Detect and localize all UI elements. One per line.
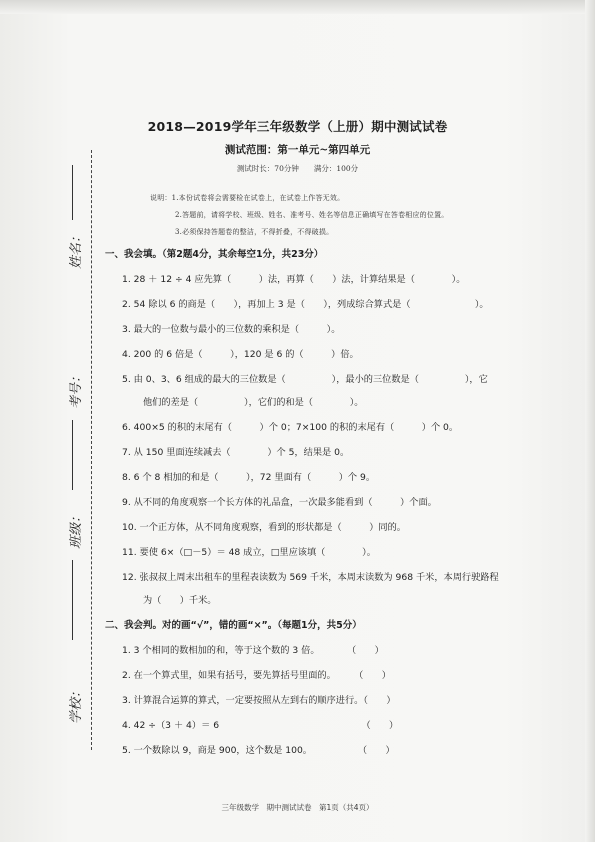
binding-dashed-line — [91, 150, 92, 750]
judge-question-3: 3. 计算混合运算的算式，一定要按照从左到右的顺序进行。（ ） — [122, 695, 396, 706]
fill-question-5: 5. 由 0、3、6 组成的最大的三位数是（ ），最小的三位数是（ ），它 — [122, 374, 488, 385]
fill-question-11: 11. 要使 6×（□－5）＝ 48 成立，□里应该填（ ）。 — [122, 547, 376, 558]
judge-question-5: 5. 一个数除以 9，商是 900，这个数是 100。 （ ） — [122, 745, 395, 756]
class-blank-line — [72, 560, 73, 640]
side-label-name: 姓名： — [69, 229, 85, 270]
side-label-number: 考号： — [69, 369, 85, 410]
note-1: 说明：1.本份试卷将会需要检在试卷上，在试卷上作答无效。 — [150, 194, 345, 202]
judge-question-4: 4. 42 ÷（3 ＋ 4）＝ 6 （ ） — [122, 720, 399, 731]
scan-edge-top — [0, 0, 595, 14]
fill-question-12-cont: 为（ ）千米。 — [143, 595, 217, 606]
number-blank-line — [72, 420, 73, 490]
fill-question-1: 1. 28 ＋ 12 ÷ 4 应先算（ ）法，再算（ ）法，计算结果是（ ）。 — [122, 274, 466, 285]
fill-question-8: 8. 6 个 8 相加的和是（ ），72 里面有（ ）个 9。 — [122, 472, 376, 483]
judge-question-1: 1. 3 个相同的数相加的和，等于这个数的 3 倍。 （ ） — [122, 645, 384, 656]
note-3: 3.必须保持答题卷的整洁，不得折叠，不得破损。 — [175, 228, 334, 236]
side-label-school: 学校： — [69, 684, 85, 725]
page-footer: 三年级数学 期中测试试卷 第1页（共4页） — [221, 803, 374, 812]
exam-time-info: 测试时长：70分钟 满分：100分 — [236, 164, 359, 173]
fill-question-7: 7. 从 150 里面连续减去（ ）个 5，结果是 0。 — [122, 447, 350, 458]
side-label-class: 班级： — [69, 509, 85, 550]
fill-question-10: 10. 一个正方体，从不同角度观察，看到的形状都是（ ）同的。 — [122, 522, 406, 533]
fill-question-5-cont: 他们的差是（ ），它们的和是（ ）。 — [143, 397, 364, 408]
exam-scope: 测试范围：第一单元~第四单元 — [224, 144, 371, 156]
fill-question-9: 9. 从不同的角度观察一个长方体的礼品盒，一次最多能看到（ ）个面。 — [122, 497, 437, 508]
fill-question-2: 2. 54 除以 6 的商是（ ），再加上 3 是（ ），列成综合算式是（ ）。 — [122, 299, 489, 310]
fill-question-6: 6. 400×5 的积的末尾有（ ）个 0；7×100 的积的末尾有（ ）个 0。 — [122, 422, 459, 433]
fill-question-4: 4. 200 的 6 倍是（ ），120 是 6 的（ ）倍。 — [122, 349, 359, 360]
section-fill-heading: 一、我会填。（第2题4分，其余每空1分，共23分） — [105, 249, 324, 260]
section-judge-heading: 二、我会判。对的画“√”，错的画“×”。（每题1分，共5分） — [105, 620, 362, 631]
exam-title: 2018—2019学年三年级数学（上册）期中测试试卷 — [147, 119, 448, 134]
fill-question-3: 3. 最大的一位数与最小的三位数的乘积是（ ）。 — [122, 324, 341, 335]
note-2: 2.答题前，请将学校、班级、姓名、准考号、姓名等信息正确填写在答卷相应的位置。 — [175, 211, 449, 219]
fill-question-12: 12. 张叔叔上周末出租车的里程表读数为 569 千米，本周末读数为 968 千米，本周行驶路程 — [122, 572, 499, 583]
judge-question-2: 2. 在一个算式里，如果有括号，要先算括号里面的。 （ ） — [122, 670, 391, 681]
